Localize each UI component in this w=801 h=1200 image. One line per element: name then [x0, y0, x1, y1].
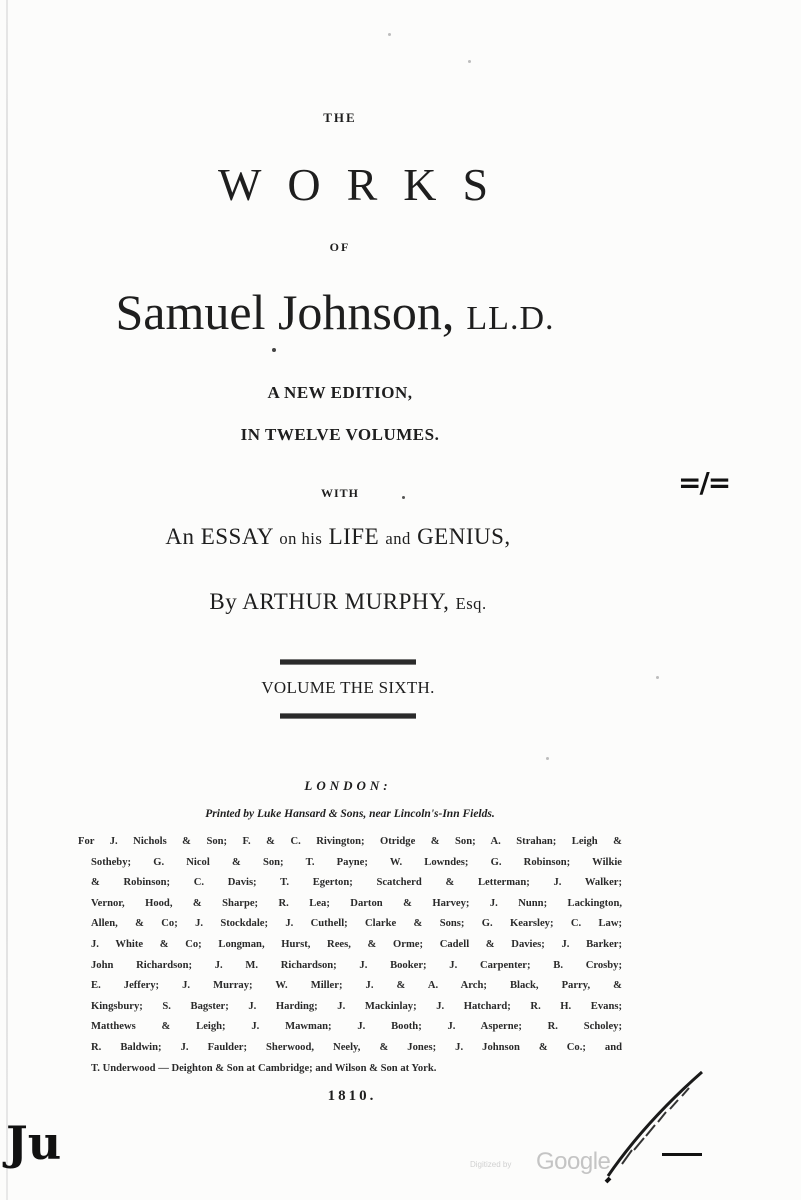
byline-esq: Esq. — [455, 594, 487, 613]
essay-genius: GENIUS, — [417, 524, 511, 549]
author-name: Samuel Johnson, — [115, 284, 455, 340]
author-degree: LL.D. — [466, 300, 555, 337]
title-the: THE — [323, 110, 357, 125]
imprint-line: Vernor, Hood, & Sharpe; R. Lea; Darton & Harvey; J. Nunn; Lackington, — [91, 897, 622, 909]
watermark-small-text: Digitized by — [470, 1160, 512, 1169]
paper-speck — [388, 33, 391, 36]
essay-word: ESSAY — [200, 524, 274, 549]
essay-an: An — [165, 524, 195, 549]
essay-line — [78, 524, 598, 550]
byline — [148, 589, 548, 615]
ink-dash — [662, 1153, 702, 1156]
paper-speck — [546, 757, 549, 760]
ink-dot — [272, 348, 276, 352]
imprint-line: E. Jeffery; J. Murray; W. Miller; J. & A. Arch; Black, Parry, & — [91, 980, 622, 992]
google-watermark — [470, 1146, 620, 1182]
marginal-ink-mark: =/= — [678, 466, 730, 499]
imprint-booksellers — [78, 832, 622, 1079]
imprint-line: John Richardson; J. M. Richardson; J. Booker; J. Carpenter; B. Crosby; — [91, 959, 622, 971]
imprint-line: T. Underwood — Deighton & Son at Cambridge; and Wilson & Son at York. — [91, 1062, 437, 1074]
byline-by: By — [209, 589, 238, 614]
rule-bottom — [280, 713, 416, 719]
imprint-city: LONDON: — [304, 778, 392, 793]
imprint-line: J. White & Co; Longman, Hurst, Rees, & Orme; Cadell & Davies; J. Barker; — [91, 938, 622, 950]
essay-on-his: on his — [279, 529, 323, 548]
imprint-line: Matthews & Leigh; J. Mawman; J. Booth; J. Asperne; R. Scholey; — [91, 1021, 622, 1033]
author-line — [0, 283, 670, 341]
paper-speck — [468, 60, 471, 63]
title-of: OF — [329, 240, 351, 254]
imprint-line: For J. Nichols & Son; F. & C. Rivington; Otridge & Son; A. Strahan; Leigh & — [78, 836, 622, 847]
edition-line: A NEW EDITION, — [267, 383, 413, 402]
title-works: WORKS — [217, 159, 515, 210]
with-line: WITH — [320, 486, 359, 500]
imprint-line: Sotheby; G. Nicol & Son; T. Payne; W. Lowndes; G. Robinson; Wilkie — [91, 856, 622, 868]
imprint-year: 1810. — [327, 1088, 377, 1104]
rule-top — [280, 659, 416, 665]
imprint-line: Kingsbury; S. Bagster; J. Harding; J. Mackinlay; J. Hatchard; R. H. Evans; — [91, 1000, 622, 1012]
byline-name: ARTHUR MURPHY, — [242, 589, 450, 614]
volumes-line: IN TWELVE VOLUMES. — [240, 425, 440, 444]
imprint-line: R. Baldwin; J. Faulder; Sherwood, Neely, & Jones; J. Johnson & Co.; and — [91, 1041, 622, 1053]
imprint-printer: Printed by Luke Hansard & Sons, near Lincoln's-Inn Fields. — [205, 808, 495, 820]
watermark-google-text: Google — [536, 1148, 611, 1175]
essay-life: LIFE — [328, 524, 380, 549]
essay-and: and — [385, 529, 411, 548]
imprint-line: Allen, & Co; J. Stockdale; J. Cuthell; Clarke & Sons; G. Kearsley; C. Law; — [91, 918, 622, 930]
paper-speck — [656, 676, 659, 679]
volume-line: VOLUME THE SIXTH. — [261, 678, 435, 697]
imprint-line: & Robinson; C. Davis; T. Egerton; Scatcherd & Letterman; J. Walker; — [91, 877, 622, 889]
library-handwritten-mark: Ju — [6, 1116, 62, 1170]
